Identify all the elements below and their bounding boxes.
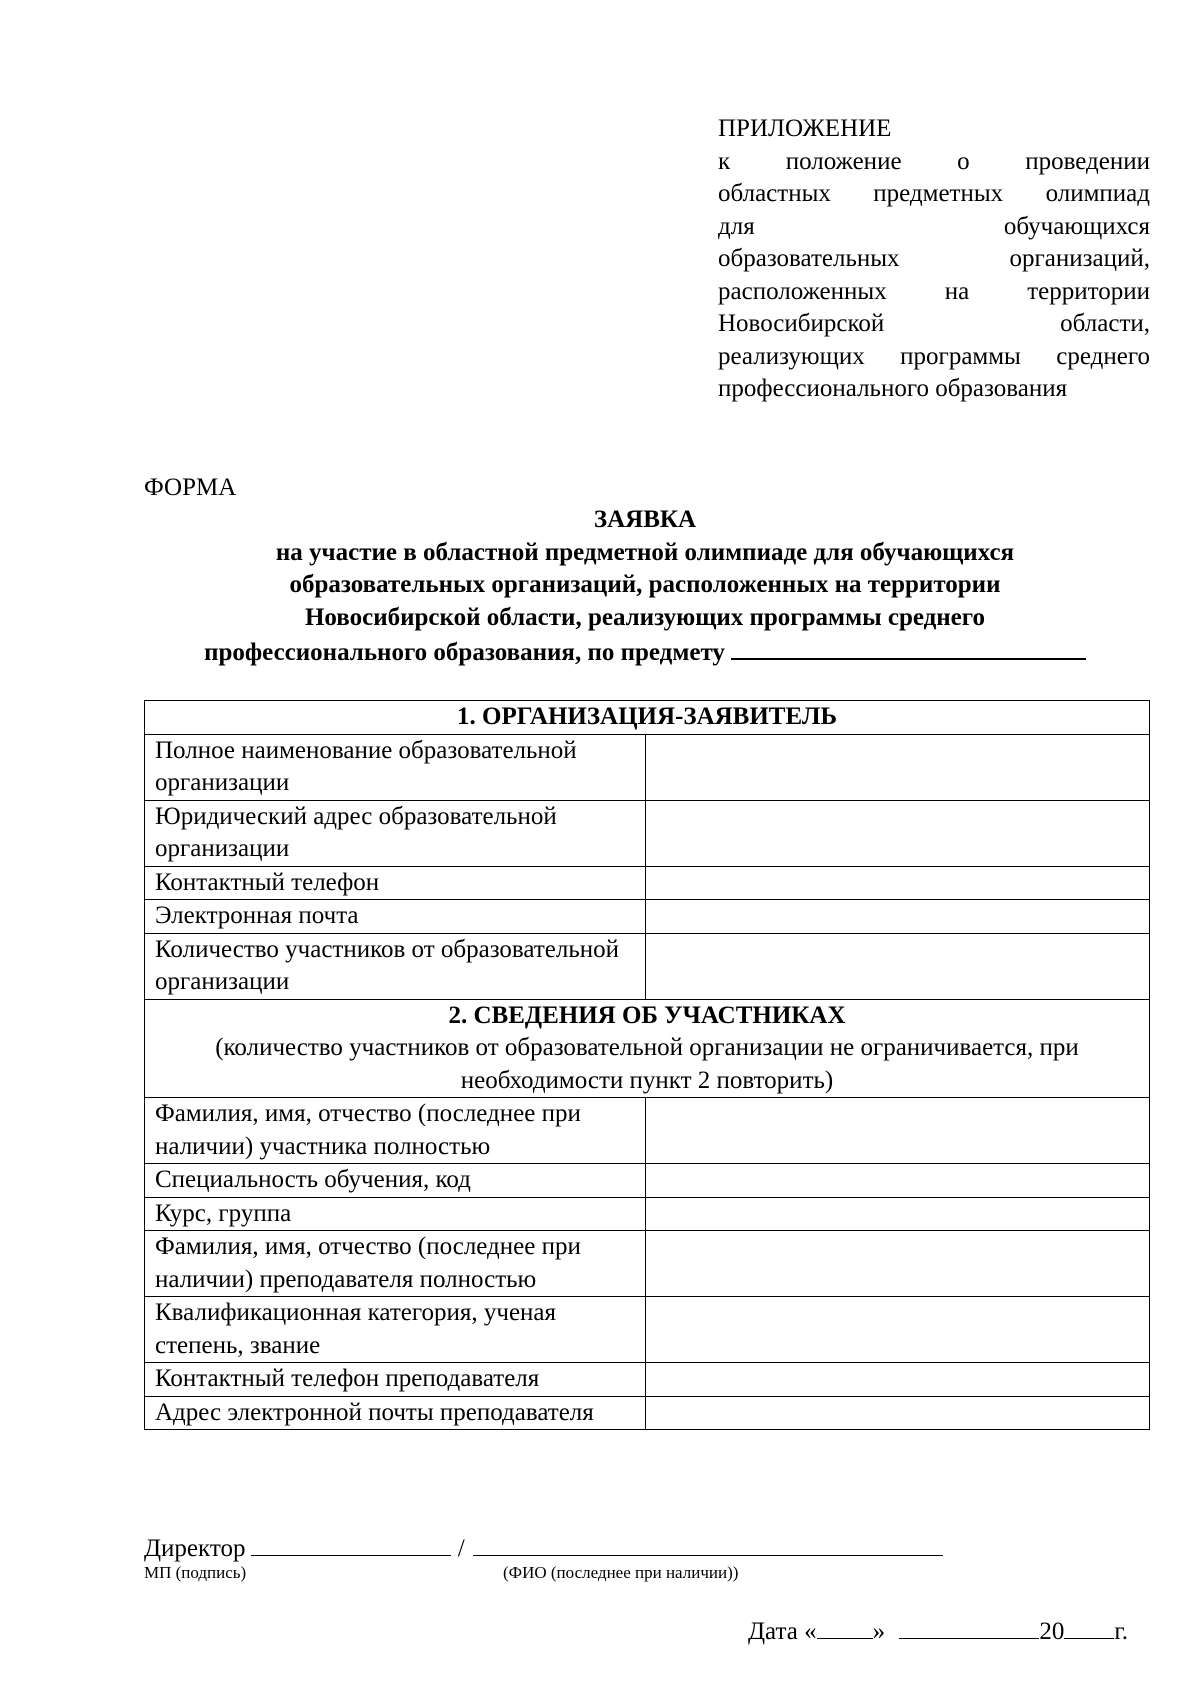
field-label: Квалификационная категория, ученая степень, звание [145,1297,646,1363]
application-table [144,700,1150,1430]
signature-caption: МП (подпись) [144,1563,247,1582]
annex-line: областных предметных олимпиад [718,180,1150,207]
field-value-cell[interactable] [646,1363,1150,1397]
heading-line: образовательных организаций, расположенных на территории [289,571,1001,598]
section-row [145,701,1150,735]
table-row [145,866,1150,900]
field-label: Контактный телефон преподавателя [145,1363,646,1397]
director-label: Директор [144,1535,246,1562]
field-label: Фамилия, имя, отчество (последнее при наличии) преподавателя полностью [145,1231,646,1297]
table-row [145,1164,1150,1198]
annex-line: для обучающихся [718,212,1150,240]
heading-line: Новосибирской области, реализующих программы среднего [304,603,986,631]
field-label: Курс, группа [145,1197,646,1231]
annex-title: ПРИЛОЖЕНИЕ [718,115,892,142]
field-label: Юридический адрес образовательной организации [145,800,646,866]
field-label: Количество участников от образовательной организации [145,933,646,999]
table-row [145,734,1150,800]
day-blank[interactable] [817,1614,873,1639]
form-label: ФОРМА [144,474,237,501]
field-value-cell[interactable] [646,1098,1150,1164]
application-heading [130,504,1160,670]
table-row [145,1396,1150,1430]
annex-line: расположенных на территории [718,277,1150,305]
field-label: Адрес электронной почты преподавателя [145,1396,646,1430]
field-value-cell[interactable] [646,1297,1150,1363]
field-value-cell[interactable] [646,734,1150,800]
field-value-cell[interactable] [646,1197,1150,1231]
signature-separator: / [457,1535,465,1562]
field-label: Контактный телефон [145,866,646,900]
heading-line: на участие в областной предметной олимпиаде для обучающихся [275,538,1015,566]
year-suffix: г. [1114,1618,1129,1645]
field-label: Полное наименование образовательной организации [145,734,646,800]
table-row [145,1197,1150,1231]
field-value-cell[interactable] [646,900,1150,934]
year-prefix: 20 [1039,1618,1065,1645]
subject-input-blank[interactable] [731,634,1086,660]
section-1-header: 1. ОРГАНИЗАЦИЯ-ЗАЯВИТЕЛЬ [145,701,1150,735]
field-label: Фамилия, имя, отчество (последнее при наличии) участника полностью [145,1098,646,1164]
annex-line: образовательных организаций, [718,245,1150,272]
signature-row [144,1531,943,1565]
field-value-cell[interactable] [646,866,1150,900]
month-blank[interactable] [899,1614,1039,1639]
section-2-header [145,999,1150,1098]
field-value-cell[interactable] [646,1396,1150,1430]
signature-blank[interactable] [251,1531,451,1556]
heading-title: ЗАЯВКА [593,506,697,533]
field-label: Специальность обучения, код [145,1164,646,1198]
table-row [145,1231,1150,1297]
heading-line: профессионального образования, по предмету [204,639,725,666]
date-label: Дата « [748,1618,817,1645]
annex-line: профессионального образования [718,375,1068,402]
year-blank[interactable] [1064,1614,1114,1639]
annex-block [718,113,1150,406]
heading-subject-line [130,634,1160,670]
field-label: Электронная почта [145,900,646,934]
name-caption: (ФИО (последнее при наличии)) [503,1563,739,1582]
date-row [748,1614,1128,1648]
section-2-note: (количество участников от образовательной организации не ограничивается, при необходимости пункт 2 повторить) [215,1034,1079,1094]
field-value-cell[interactable] [646,933,1150,999]
annex-line: реализующих программы среднего [718,342,1150,370]
table-row [145,933,1150,999]
director-name-blank[interactable] [473,1531,943,1556]
annex-line: к положение о проведении [718,147,1150,175]
section-2-title: 2. СВЕДЕНИЯ ОБ УЧАСТНИКАХ [448,1001,846,1029]
section-row [145,999,1150,1098]
date-close-quote: » [872,1618,886,1645]
field-value-cell[interactable] [646,800,1150,866]
table-row [145,1363,1150,1397]
table-row [145,1297,1150,1363]
table-row [145,900,1150,934]
annex-line: Новосибирской области, [718,310,1150,337]
field-value-cell[interactable] [646,1164,1150,1198]
field-value-cell[interactable] [646,1231,1150,1297]
table-row [145,800,1150,866]
table-row [145,1098,1150,1164]
